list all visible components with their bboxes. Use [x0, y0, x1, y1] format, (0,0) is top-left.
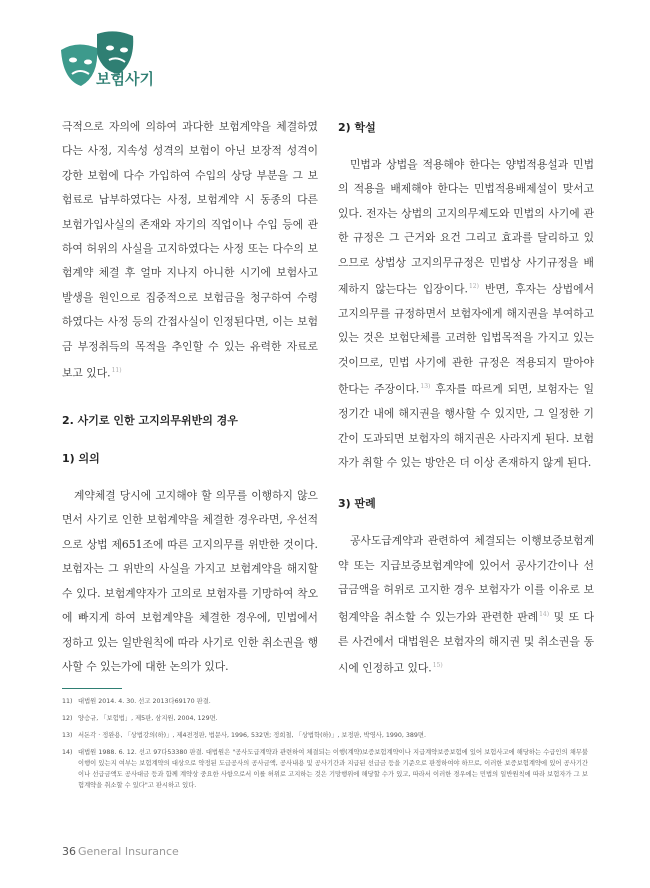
- footnote-ref-15[interactable]: 15): [432, 662, 443, 670]
- footnote-ref-12[interactable]: 12): [468, 283, 479, 291]
- footnote-item: 13) 서돈각 · 정완용, 「상법강의(하)」, 제4전정판, 법문사, 1996, 532면; 정희철, 「상법학(하)」, 보정판, 박영사, 1990, 389면.: [62, 732, 427, 739]
- footnote-ref-13[interactable]: 13): [420, 383, 431, 391]
- footnote-ref-14[interactable]: 14): [539, 610, 550, 618]
- right-column: [338, 115, 594, 681]
- footnote-item: 14) 대법원 1988. 6. 12. 선고 97다53380 판결. 대법원은 "공사도급계약과 관련하여 체결되는 이행(계약)보증보험계약이나 지급계약보증보험에 있어 보험사고에 해당하는 수급인의 채무불이행이 있는지 여부는 보험계약의 대상으로 약정된 도급공사의 공사금액, 공사내용 및 공사기간과 지급된 선급금 등을 기준으로 판정하여야 하므로, 이러한 보증보험계약에 있어 공사기간이나 선급금액도 공사대금 등과 함께 계약상 중요한 사항으로서 이를 허위로 고지하는 것은 기망행위에 해당할 수가 있고, 따라서 이러한 경우에는 민법의 일반원칙에 따라 보험자가 그 보험계약을 취소할 수 있다"고 판시하고 있다.: [62, 749, 588, 789]
- footnote-ref-11[interactable]: 11): [111, 367, 122, 375]
- footnote-item: 12) 양승규, 「보험법」, 제5판, 삼지원, 2004, 129면.: [62, 715, 218, 722]
- subsection-heading-meaning: 1) 의의: [62, 452, 100, 466]
- footnotes: [62, 696, 588, 797]
- body-paragraph-1: 극적으로 자의에 의하여 과다한 보험계약을 체결하였다는 사정, 지속성 성격의 보험이 아닌 보장적 성격이 강한 보험에 다수 가입하여 수입의 상당 부분을 그 보험료로 납부하였다는 사정, 보험계약 시 동종의 다른 보험가입사실의 존재와 자기의 직업이나 수입 등에 관하여 허위의 사실을 고지하였다는 사정 또는 다수의 보험계약 체결 후 얼마 지나지 아니한 시기에 보험사고 발생을 원인으로 집중적으로 보험금을 청구하여 수령하였다는 사정 등의 간접사실이 인정된다면, 이는 보험금 부정취득의 목적을 추인할 수 있는 유력한 자료로 보고 있다.$^{11)}$: [62, 120, 318, 380]
- footnote-item: 11) 대법원 2014. 4. 30. 선고 2013다69170 판결.: [62, 698, 211, 705]
- section-heading-2: 2. 사기로 인한 고지의무위반의 경우: [62, 414, 238, 428]
- left-column: [62, 115, 318, 679]
- body-paragraph-4: 공사도급계약과 관련하여 체결되는 이행보증보험계약 또는 지급보증보험계약에 있어서 공사기간이나 선급금액을 허위로 고지한 경우 보험자가 이를 이유로 보험계약을 취소할 수 있는가와 관련한 판례$^{14)}$ 및 또 다른 사건에서 대법원은 보험자의 해지권 및 취소권을 동시에 인정하고 있다.$^{15)}$: [338, 534, 595, 675]
- page-number: 36: [62, 845, 76, 858]
- subsection-heading-theories: 2) 학설: [338, 121, 376, 134]
- body-paragraph-3: 민법과 상법을 적용해야 한다는 양법적용설과 민법의 적용을 배제해야 한다는 민법적용배제설이 맞서고 있다. 전자는 상법의 고지의무제도와 민법의 사기에 관한 규정은 그 근거와 요건 그리고 효과를 달리하고 있으므로 상법상 고지의무규정은 민법상 사기규정을 배제하지 않는다는 입장이다.$^{12)}$ 반면, 후자는 상법에서 고지의무를 규정하면서 보험자에게 해지권을 부여하고 있는 것은 보험단체를 고려한 입법목적을 가지고 있는 것이므로, 민법 사기에 관한 규정은 적용되지 말아야 한다는 주장이다.$^{13)}$ 후자를 따르게 되면, 보험자는 일정기간 내에 해지권을 행사할 수 있지만, 그 일정한 기간이 도과되면 보험자의 해지권은 사라지게 된다. 보험자가 취할 수 있는 방안은 더 이상 존재하지 않게 된다.: [338, 158, 595, 470]
- footnote-divider: [62, 688, 122, 689]
- page-footer: [62, 845, 179, 858]
- magazine-name: General Insurance: [78, 845, 179, 858]
- section-label: 보험사기: [96, 70, 154, 88]
- subsection-heading-precedents: 3) 판례: [338, 497, 376, 511]
- body-paragraph-2: 계약체결 당시에 고지해야 할 의무를 이행하지 않으면서 사기로 인한 보험계약을 체결한 경우라면, 우선적으로 상법 제651조에 따른 고지의무를 위반한 것이다. 보험자는 그 위반의 사실을 가지고 보험계약을 해지할 수 있다. 보험계약자가 고의로 보험자를 기망하여 착오에 빠지게 하여 보험계약을 체결한 경우에, 민법에서 정하고 있는 일반원칙에 따라 사기로 인한 취소권을 행사할 수 있는가에 대한 논의가 있다.: [62, 489, 318, 673]
